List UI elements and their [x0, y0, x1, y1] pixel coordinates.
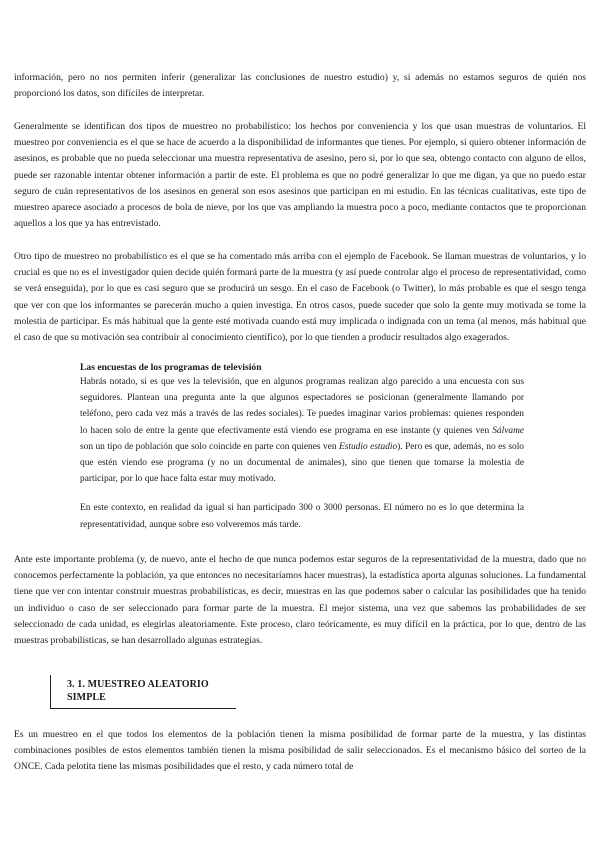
section-heading — [50, 675, 236, 709]
box-paragraph-2: En este contexto, en realidad da igual si han participado 300 o 3000 personas. El número no es lo que determina la representatividad, aunque sobre eso volveremos más tarde. — [80, 503, 524, 530]
box-text-c: ). Pero es que, además, no es solo que estén viendo ese programa (y no un documental de animales), sino que tienen que tomarse la molestia de participar, por lo que hace falta estar muy motivado. — [80, 441, 524, 485]
paragraph-probabilistic-samples: Ante este importante problema (y, de nuevo, ante el hecho de que nunca podemos estar seguros de la representatividad de la muestra, dado que no conocemos perfectamente la población, ya que entonces no necesitaríamos hacer muestras), la estadística aporta algunas soluciones. La fundamental tiene que ver con intentar construir muestras probabilísticas, es decir, muestras en las que podemos saber o calcular las posibilidades que ha tenido un individuo o caso de ser seleccionado para formar parte de la muestra. El mejor sistema, una vez que sabemos las probabilidades de ser seleccionado de cada unidad, es elegirlas aleatoriamente. Este proceso, claro teóricamente, es muy difícil en la práctica, por lo que, dentro de las muestras probabilísticas, se han desarrollado algunas estrategias. — [14, 554, 586, 647]
box-text-a: Habrás notado, si es que ves la televisión, que en algunos programas realizan algo parecido a una encuesta con sus seguidores. Plantean una pregunta ante la que algunos espectadores se posicionan (generalmente llamando por teléfono, pero cada vez más a través de las redes sociales). Te puedes imaginar varios problemas: quienes responden lo hacen solo de entre la gente que efectivamente está viendo ese programa en ese instante (y quienes ven — [80, 377, 524, 436]
sidebar-box-tv-surveys — [80, 362, 524, 533]
paragraph-non-probabilistic-types: Generalmente se identifican dos tipos de muestreo no probabilístico: los hechos por conveniencia y los que usan muestras de voluntarios. El muestreo por conveniencia es el que se hace de acuerdo a la disponibilidad de informantes que tienes. Por ejemplo, si quiero obtener información de asesinos, es probable que no pueda seleccionar una muestra representativa de asesino, pero si, por lo que sea, obtengo contacto con alguno de ellos, puede ser razonable intentar obtener información a partir de este. El problema es que no podré generalizar lo que me digan, ya que no puedo estar seguro de cuán representativos de los asesinos en general son esos asesinos que participan en mi estudio. En las técnicas cualitativas, este tipo de muestreo aparece asociado a procesos de bola de nieve, por los que vas ampliando la muestra poco a poco, mediante contactos que te proporcionan aquellos a los que ya has entrevistado. — [14, 121, 586, 230]
section-heading-line-2: SIMPLE — [67, 691, 106, 703]
paragraph-simple-random-sampling: Es un muestreo en el que todos los elementos de la población tienen la misma posibilidad de formar parte de la muestra, y las distintas combinaciones posibles de estos elementos también tienen la misma posibilidad de salir seleccionados. Es el mecanismo básico del sorteo de la ONCE. Cada pelotita tiene las mismas posibilidades que el resto, y cada número total de — [14, 729, 586, 773]
box-show-name-1: Sálvame — [492, 425, 524, 436]
box-title: Las encuestas de los programas de televisión — [80, 362, 262, 373]
paragraph-volunteer-samples: Otro tipo de muestreo no probabilístico es el que se ha comentado más arriba con el ejemplo de Facebook. Se llaman muestras de voluntarios, y lo crucial es que no es el investigador quien decide quién formará parte de la muestra (y así puede controlar algo el proceso de representatividad, como se verá enseguida), por lo que es casi seguro que se producirá un sesgo. En el caso de Facebook (o Twitter), lo más probable es que el sesgo tenga que ver con que los informantes se parecerán mucho a quien investiga. En otros casos, puede suceder que solo la gente muy motivada se tome la molestia de participar. Es más habitual que la gente esté motivada cuando está muy implicada o indignada con un tema (al menos, más habitual que el caso de que su motivación sea contribuir al conocimiento científico), por lo que tienden a producir resultados algo exagerados. — [14, 251, 586, 344]
section-heading-line-1: 3. 1. MUESTREO ALEATORIO — [67, 679, 209, 690]
paragraph-intro-continuation: información, pero no nos permiten inferir (generalizar las conclusiones de nuestro estudio) y, si además no estamos seguros de quién nos proporcionó los datos, son difíciles de interpretar. — [14, 72, 586, 100]
box-show-name-2: Estudio estadio — [338, 441, 398, 452]
box-paragraph-1 — [80, 374, 524, 487]
box-text-b: son un tipo de población que solo coincide en parte con quienes ven — [80, 441, 339, 452]
